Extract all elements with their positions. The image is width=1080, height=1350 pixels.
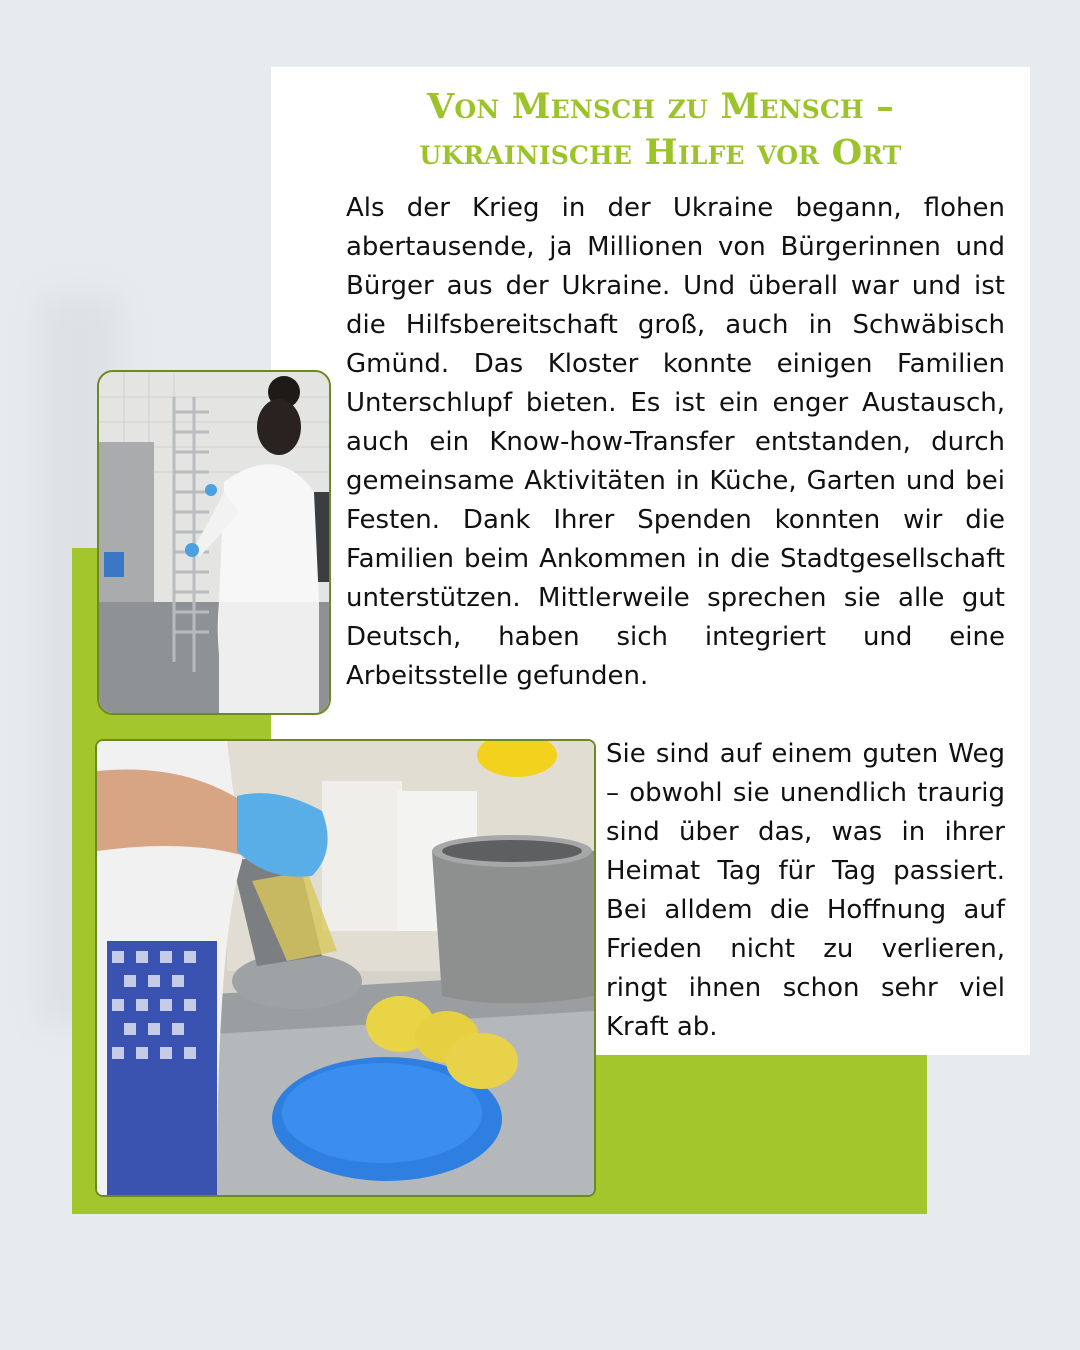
article-title <box>271 84 1050 176</box>
photo-kitchen-rack <box>97 370 331 715</box>
title-line-2: ukrainische Hilfe vor Ort <box>419 132 902 173</box>
article-paragraph-2: Sie sind auf einem guten Weg – obwohl sie unendlich traurig sind über das, was in ihrer Heimat Tag für Tag passiert. Bei alldem die Hoffnung auf Frieden nicht zu verlieren, ringt ihnen schon sehr viel Kraft ab. <box>606 739 1005 1042</box>
photo-grating-potatoes <box>95 739 596 1197</box>
title-line-1: Von Mensch zu Mensch – <box>427 86 894 127</box>
kitchen-rack-illustration <box>99 372 329 713</box>
article-paragraph-1: Als der Krieg in der Ukraine begann, flohen abertausende, ja Millionen von Bürgerinnen und Bürger aus der Ukraine. Und überall war und ist die Hilfsbereitschaft groß, auch in Schwäbisch Gmünd. Das Kloster konnte einigen Familien Unterschlupf bieten. Es ist ein enger Austausch, auch ein Know-how-Transfer entstanden, durch gemeinsame Aktivitäten in Küche, Garten und bei Festen. Dank Ihrer Spenden konnten wir die Familien beim Ankommen in die Stadtgesellschaft unterstützen. Mittlerweile sprechen sie alle gut Deutsch, haben sich integriert und eine Arbeitsstelle gefunden. <box>346 193 1005 691</box>
grating-potatoes-illustration <box>97 741 594 1195</box>
